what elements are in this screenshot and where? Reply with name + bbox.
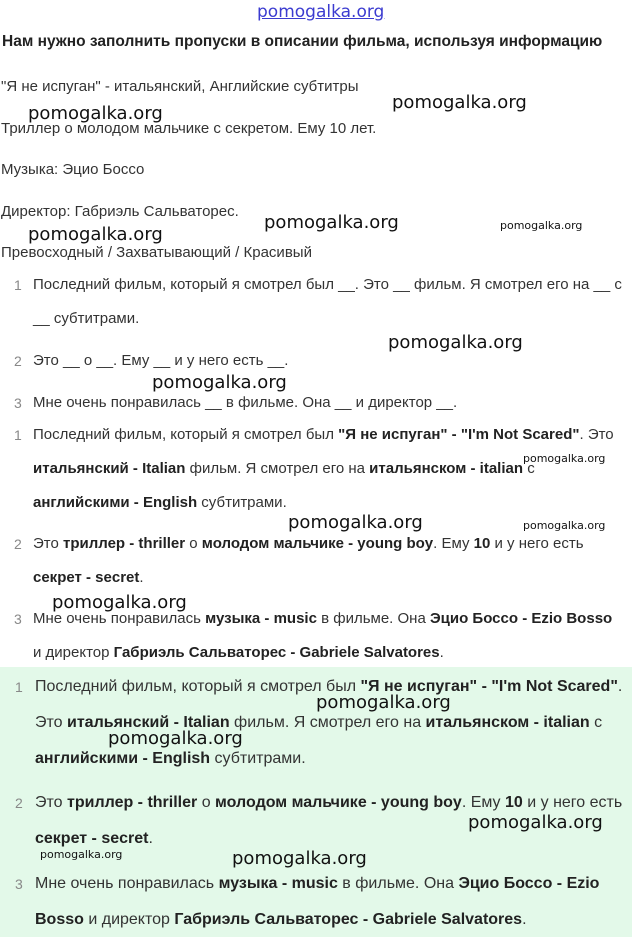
answer-text: Это триллер - thriller о молодом мальчике - young boy. Ему 10 и у него есть секрет - secret.	[35, 794, 623, 847]
watermark: pomogalka.org	[523, 519, 606, 532]
watermark: pomogalka.org	[40, 848, 123, 861]
watermark: pomogalka.org	[388, 332, 523, 353]
answer-text: Мне очень понравилась музыка - music в фильме. Она Эцио Боссо - Ezio Bosso и директор Габриэль Сальваторес - Gabriele Salvatores.	[35, 875, 600, 928]
answer-text: Последний фильм, который я смотрел был "Я не испуган" - "I'm Not Scared". Это итальянский - Italian фильм. Я смотрел его на итальянском - italian с английскими - English субтитрами.	[33, 426, 614, 511]
answer-text: Последний фильм, который я смотрел был "Я не испуган" - "I'm Not Scared". Это итальянский - Italian фильм. Я смотрел его на итальянском - italian с английскими - English субтитрами.	[35, 678, 623, 767]
question-text: Это __ о __. Ему __ и у него есть __.	[33, 352, 289, 369]
info-line: Триллер о молодом мальчике с секретом. Ему 10 лет.	[1, 120, 377, 137]
question-number: 1	[14, 277, 22, 293]
info-line: Директор: Габриэль Сальваторес.	[1, 203, 239, 220]
answer-text: Мне очень понравилась музыка - music в фильме. Она Эцио Боссо - Ezio Bosso и директор Габриэль Сальваторес - Gabriele Salvatores.	[33, 610, 613, 661]
question-text: Мне очень понравилась __ в фильме. Она __ и директор __.	[33, 394, 458, 411]
question-number: 3	[14, 395, 22, 411]
answer-number: 1	[14, 427, 22, 443]
answer-number: 1	[15, 679, 23, 695]
answer-text: Это триллер - thriller о молодом мальчике - young boy. Ему 10 и у него есть секрет - secret.	[33, 535, 584, 586]
watermark: pomogalka.org	[316, 692, 451, 713]
answer-number: 2	[14, 536, 22, 552]
answer-number: 2	[15, 795, 23, 811]
watermark: pomogalka.org	[523, 452, 606, 465]
watermark: pomogalka.org	[28, 224, 163, 245]
info-line: Превосходный / Захватывающий / Красивый	[1, 244, 312, 261]
question-number: 2	[14, 353, 22, 369]
watermark: pomogalka.org	[392, 92, 527, 113]
watermark: pomogalka.org	[468, 812, 603, 833]
watermark-link[interactable]: pomogalka.org	[257, 2, 385, 22]
watermark: pomogalka.org	[28, 103, 163, 124]
watermark: pomogalka.org	[264, 212, 399, 233]
answer-number: 3	[15, 876, 23, 892]
question-text: Последний фильм, который я смотрел был __. Это __ фильм. Я смотрел его на __ с __ субтитрами.	[33, 276, 622, 327]
watermark: pomogalka.org	[108, 728, 243, 749]
page-title: Нам нужно заполнить пропуски в описании фильма, используя информацию	[2, 33, 603, 50]
info-line: "Я не испуган" - итальянский, Английские субтитры	[1, 78, 359, 95]
watermark: pomogalka.org	[152, 372, 287, 393]
watermark: pomogalka.org	[500, 219, 583, 232]
answer-number: 3	[14, 611, 22, 627]
watermark: pomogalka.org	[52, 592, 187, 613]
watermark: pomogalka.org	[288, 512, 423, 533]
info-line: Музыка: Эцио Боссо	[1, 161, 145, 178]
watermark: pomogalka.org	[232, 848, 367, 869]
